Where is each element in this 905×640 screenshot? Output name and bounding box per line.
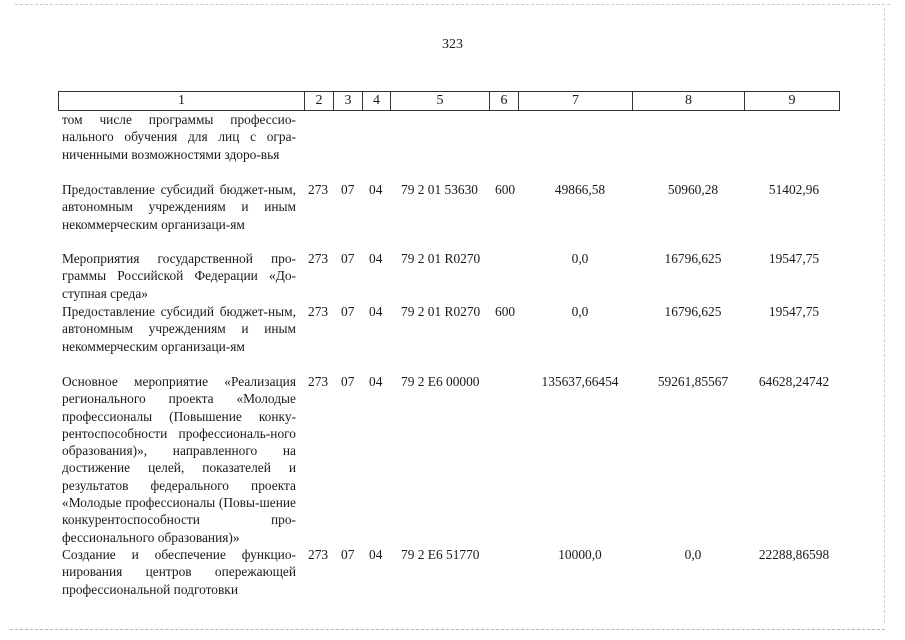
header-col-9: 9: [788, 93, 796, 108]
table-header-row: [58, 91, 840, 111]
row-code-4: 04: [369, 304, 383, 319]
row-value-8: 59261,85567: [657, 374, 729, 389]
row-value-7: 10000,0: [558, 547, 602, 562]
scan-edge-top: [15, 4, 890, 5]
row-value-8: 16796,625: [664, 304, 722, 319]
row-value-8: 16796,625: [664, 251, 722, 266]
row-code-6: 600: [495, 304, 516, 319]
row-value-9: 51402,96: [768, 182, 820, 197]
row-code-5: 79 2 01 53630: [401, 182, 478, 197]
row-name: Предоставление субсидий бюджет-ным, автономным учреждениям и иным некоммерческим организаци-ям: [62, 182, 296, 232]
header-col-1: 1: [59, 92, 305, 110]
header-col-7: 7: [519, 92, 633, 110]
page-number: 323: [442, 37, 463, 52]
scan-edge-bottom: [10, 629, 885, 630]
header-col-8: 8: [633, 92, 745, 110]
row-code-2: 273: [308, 304, 329, 319]
row-code-3: 07: [341, 251, 355, 266]
row-code-5: 79 2 01 R0270: [401, 304, 481, 319]
row-code-5: 79 2 E6 00000: [401, 374, 480, 389]
row-code-4: 04: [369, 374, 383, 389]
row-code-4: 04: [369, 547, 383, 562]
row-code-4: 04: [369, 251, 383, 266]
row-value-9: 19547,75: [768, 304, 820, 319]
row-code-4: 04: [369, 182, 383, 197]
row-code-3: 07: [341, 182, 355, 197]
row-value-7: 135637,66454: [541, 374, 619, 389]
header-col-2: 2: [305, 92, 334, 110]
row-name: Предоставление субсидий бюджет-ным, автономным учреждениям и иным некоммерческим организаци-ям: [62, 304, 296, 354]
row-value-7: 49866,58: [554, 182, 606, 197]
row-value-8: 0,0: [684, 547, 702, 562]
row-code-2: 273: [308, 182, 329, 197]
row-code-5: 79 2 01 R0270: [401, 251, 481, 266]
row-code-2: 273: [308, 547, 329, 562]
row-value-9: 64628,24742: [758, 374, 830, 389]
row-name: Основное мероприятие «Реализация регионального проекта «Молодые профессионалы (Повышение конку-рентоспособности профессиональ-ного образования)», направленного на достижение целей, показателей и результатов федерального проекта «Молодые профессионалы (Повы-шение конкурентоспособности про-фессионального образования)»: [62, 374, 296, 545]
row-code-3: 07: [341, 304, 355, 319]
row-value-7: 0,0: [571, 251, 589, 266]
row-code-3: 07: [341, 547, 355, 562]
row-code-5: 79 2 E6 51770: [401, 547, 480, 562]
header-col-6: 6: [490, 92, 519, 110]
row-code-3: 07: [341, 374, 355, 389]
row-code-2: 273: [308, 374, 329, 389]
row-name: Мероприятия государственной про-граммы Российской Федерации «До-ступная среда»: [62, 251, 296, 301]
row-code-6: 600: [495, 182, 516, 197]
header-col-5: 5: [391, 92, 490, 110]
header-col-3: 3: [334, 92, 363, 110]
scan-edge-right: [884, 8, 885, 623]
row-value-9: 19547,75: [768, 251, 820, 266]
row-name: том числе программы профессио-нального обучения для лиц с огра-ниченными возможностями здоро-вья: [62, 112, 296, 162]
row-value-9: 22288,86598: [758, 547, 830, 562]
row-code-2: 273: [308, 251, 329, 266]
row-value-7: 0,0: [571, 304, 589, 319]
header-col-4: 4: [363, 92, 391, 110]
row-value-8: 50960,28: [667, 182, 719, 197]
row-name: Создание и обеспечение функцио-нирования центров опережающей профессиональной подготовки: [62, 547, 296, 597]
